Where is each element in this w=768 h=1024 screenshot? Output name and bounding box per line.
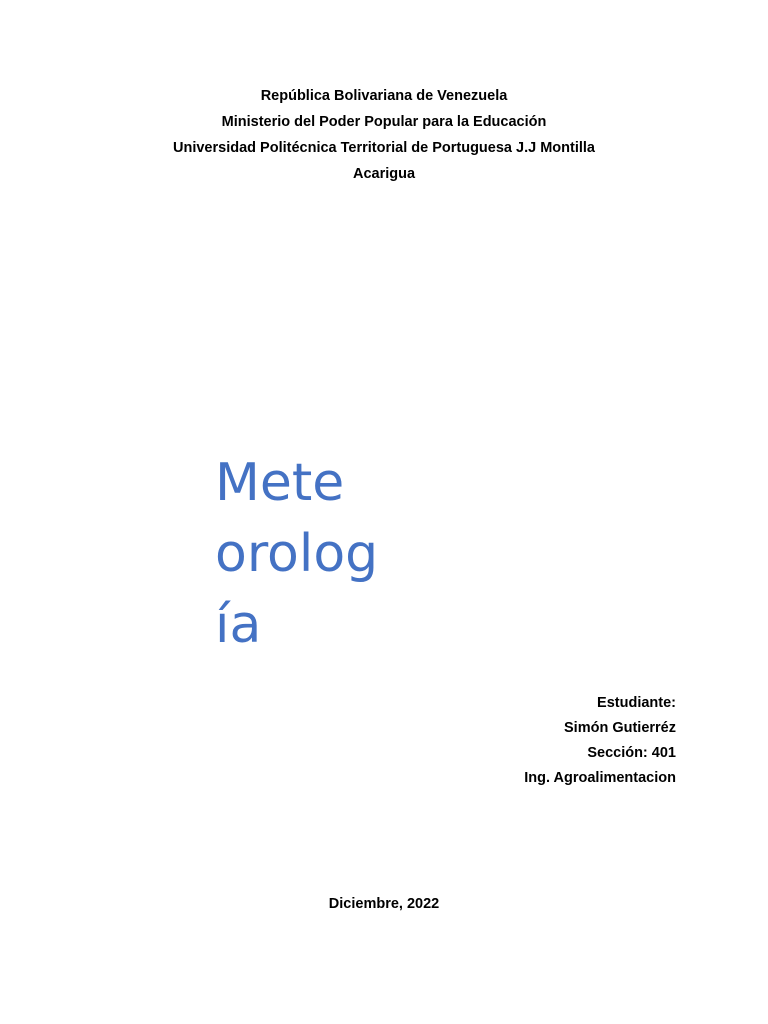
document-date: Diciembre, 2022 [328, 896, 440, 912]
document-title [215, 448, 415, 661]
student-info [524, 693, 676, 793]
institution-header [0, 86, 768, 190]
title-line-3: ía [215, 595, 262, 655]
student-section: Sección: 401 [587, 745, 676, 761]
title-line-2: orolog [215, 524, 379, 584]
student-label: Estudiante: [597, 695, 676, 711]
title-line-1: Mete [215, 453, 345, 513]
header-country: República Bolivariana de Venezuela [260, 88, 508, 104]
header-city: Acarigua [352, 166, 416, 182]
student-program: Ing. Agroalimentacion [524, 770, 676, 786]
header-ministry: Ministerio del Poder Popular para la Educación [221, 114, 547, 130]
header-university: Universidad Politécnica Territorial de Portuguesa J.J Montilla [173, 140, 595, 156]
student-name: Simón Gutierréz [564, 720, 676, 736]
